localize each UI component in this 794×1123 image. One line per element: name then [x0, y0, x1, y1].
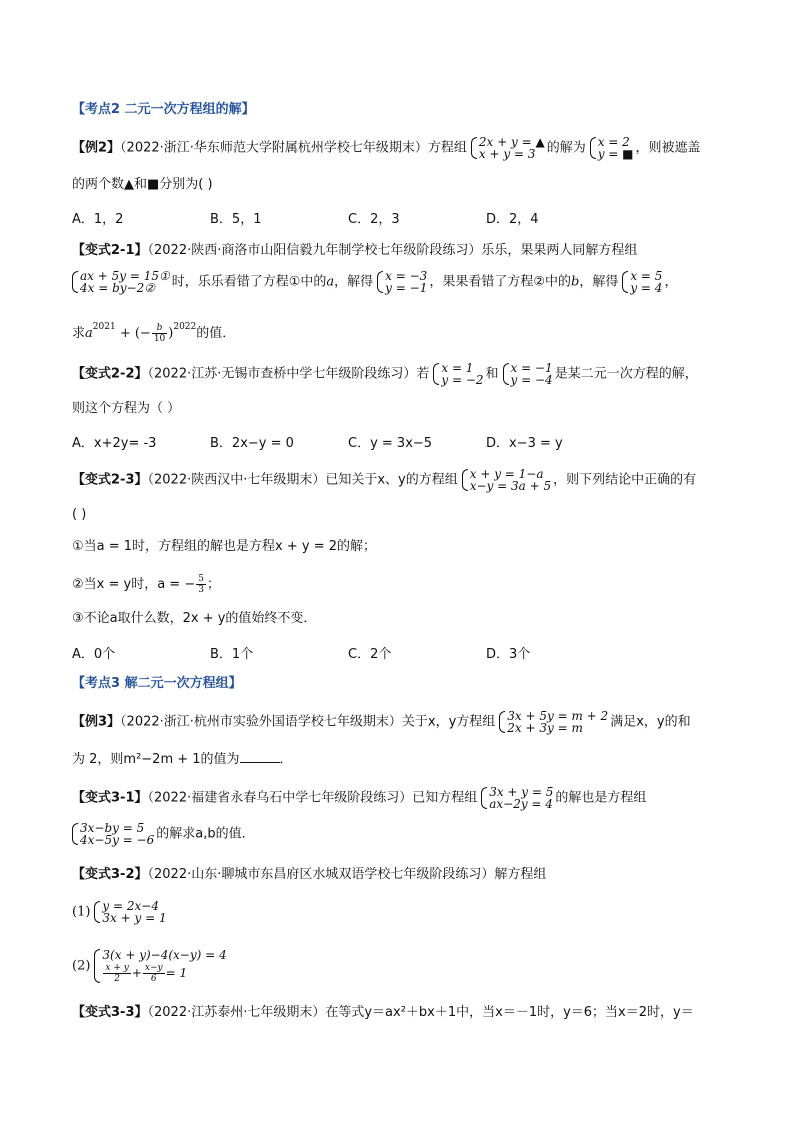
equation-system: 3x + 5y = m + 2 2x + 3y = m — [497, 710, 608, 734]
fraction: $\frac{x-y}{6}$ — [144, 963, 163, 984]
solution-system: x = 1 y = −2 — [431, 362, 483, 386]
variant-2-3-label: 【变式2-3】 — [72, 472, 148, 488]
example-3-label: 【例3】 — [72, 714, 121, 730]
statement-2: ②当x = y时，a = − $\frac{5}{3}$ ； — [72, 574, 220, 595]
part-1: (1) y = 2x−4 3x + y = 1 — [72, 899, 167, 925]
option-b: B．5，1 — [210, 212, 262, 227]
variant-2-1-line-3: 求$a^{2021}$ + (− $\frac{b}{10}$ )$^{2022}$的值． — [72, 322, 236, 344]
variant-2-2-label: 【变式2-2】 — [72, 366, 148, 382]
equation-system: y = 2x−4 3x + y = 1 — [92, 900, 166, 924]
option-a: A．x+2y= -3 — [72, 436, 157, 451]
option-c: C．y = 3x−5 — [348, 436, 433, 451]
option-b: B．2x−y = 0 — [210, 436, 294, 451]
variant-2-2-line-1: 【变式2-2】（2022·江苏·无锡市查桥中学七年级阶段练习）若 x = 1 y = −2 和 x = −1 y = −4 是某二元一次方程的解， — [72, 361, 698, 387]
variant-3-1-label: 【变式3-1】 — [72, 790, 148, 806]
variant-2-3-line-1: 【变式2-3】（2022·陕西汉中·七年级期末）已知关于x、y的方程组 x + y = 1−a x−y = 3a + 5 ，则下列结论中正确的有 — [72, 467, 697, 493]
answer-blank — [240, 750, 280, 763]
option-a: A．1，2 — [72, 212, 124, 227]
solution-system: x = −1 y = −4 — [501, 362, 553, 386]
option-d: D．2，4 — [486, 212, 539, 227]
variant-3-3-label: 【变式3-3】 — [72, 1005, 148, 1020]
variant-3-1-line-2: 3x−by = 5 4x−5y = −6 的解求a,b的值． — [68, 822, 255, 846]
variant-3-3-line-1: 【变式3-3】（2022·江苏泰州·七年级期末）在等式y＝ax²＋bx＋1中，当x＝－1时，y＝6；当x＝2时，y＝ — [72, 1005, 694, 1020]
variant-2-1-line-1: 【变式2-1】（2022·陕西·商洛市山阳信毅九年制学校七年级阶段练习）乐乐，果果两人同解方程组 — [72, 243, 638, 258]
variant-3-1-line-1: 【变式3-1】（2022·福建省永春乌石中学七年级阶段练习）已知方程组 3x + y = 5 ax−2y = 4 的解也是方程组 — [72, 785, 647, 811]
example-2-line-2: 的两个数▲和■分别为( ) — [72, 177, 213, 192]
variant-3-2-line-1: 【变式3-2】（2022·山东·聊城市东昌府区水城双语学校七年级阶段练习）解方程组 — [72, 867, 547, 882]
equation-system: 2x + y = ▲ x + y = 3 — [469, 136, 545, 160]
section-heading-k2: 【考点2 二元一次方程组的解】 — [72, 102, 255, 117]
variant-2-1-line-2: ax + 5y = 15① 4x = by−2② 时，乐乐看错了方程①中的a，解得 x = −3 y = −1 ，果果看错了方程②中的b，解得 x = 5 y = 4 ， — [68, 270, 677, 294]
option-d: D．3个 — [486, 647, 531, 662]
variant-2-2-line-2: 则这个方程为（ ） — [72, 401, 181, 416]
statement-1: ①当a = 1时，方程组的解也是方程x + y = 2的解； — [72, 539, 377, 554]
variant-3-2-label: 【变式3-2】 — [72, 867, 148, 882]
equation-system: 3(x + y)−4(x−y) = 4 $\frac{x + y}{2}$ + $\frac{x-y}{6}$ = 1 — [92, 948, 226, 984]
solution-system: x = 2 y = ■ — [588, 136, 634, 160]
option-d: D．x−3 = y — [486, 436, 563, 451]
solution-system: x = 5 y = 4 — [620, 270, 662, 294]
equation-system: 3x−by = 5 4x−5y = −6 — [70, 822, 154, 846]
solution-system: x = −3 y = −1 — [375, 270, 427, 294]
option-c: C．2个 — [348, 647, 392, 662]
equation-system: ax + 5y = 15① 4x = by−2② — [70, 270, 170, 294]
part-2: (2) 3(x + y)−4(x−y) = 4 $\frac{x + y}{2}$ + $\frac{x-y}{6}$ = 1 — [72, 948, 227, 984]
example-3-line-2: 为 2，则m²−2m + 1的值为 ． — [72, 752, 293, 767]
example-2-label: 【例2】 — [72, 140, 121, 156]
equation-system: 3x + y = 5 ax−2y = 4 — [479, 786, 553, 810]
fraction: $\frac{5}{3}$ — [198, 574, 204, 595]
statement-3: ③不论a取什么数，2x + y的值始终不变． — [72, 611, 317, 626]
option-c: C．2，3 — [348, 212, 400, 227]
fraction: $\frac{b}{10}$ — [153, 323, 166, 344]
variant-2-1-label: 【变式2-1】 — [72, 243, 148, 258]
option-b: B．1个 — [210, 647, 254, 662]
variant-2-3-line-2: ( ) — [72, 507, 87, 522]
section-heading-k3: 【考点3 解二元一次方程组】 — [72, 676, 242, 691]
example-2-line-1: 【例2】（2022·浙江·华东师范大学附属杭州学校七年级期末）方程组 2x + y = ▲ x + y = 3 的解为 x = 2 y = ■ ，则被遮盖 — [72, 135, 701, 161]
option-a: A．0个 — [72, 647, 116, 662]
equation-system: x + y = 1−a x−y = 3a + 5 — [460, 468, 551, 492]
fraction: $\frac{x + y}{2}$ — [105, 963, 129, 984]
example-3-line-1: 【例3】（2022·浙江·杭州市实验外国语学校七年级期末）关于x，y方程组 3x + 5y = m + 2 2x + 3y = m 满足x，y的和 — [72, 709, 691, 735]
